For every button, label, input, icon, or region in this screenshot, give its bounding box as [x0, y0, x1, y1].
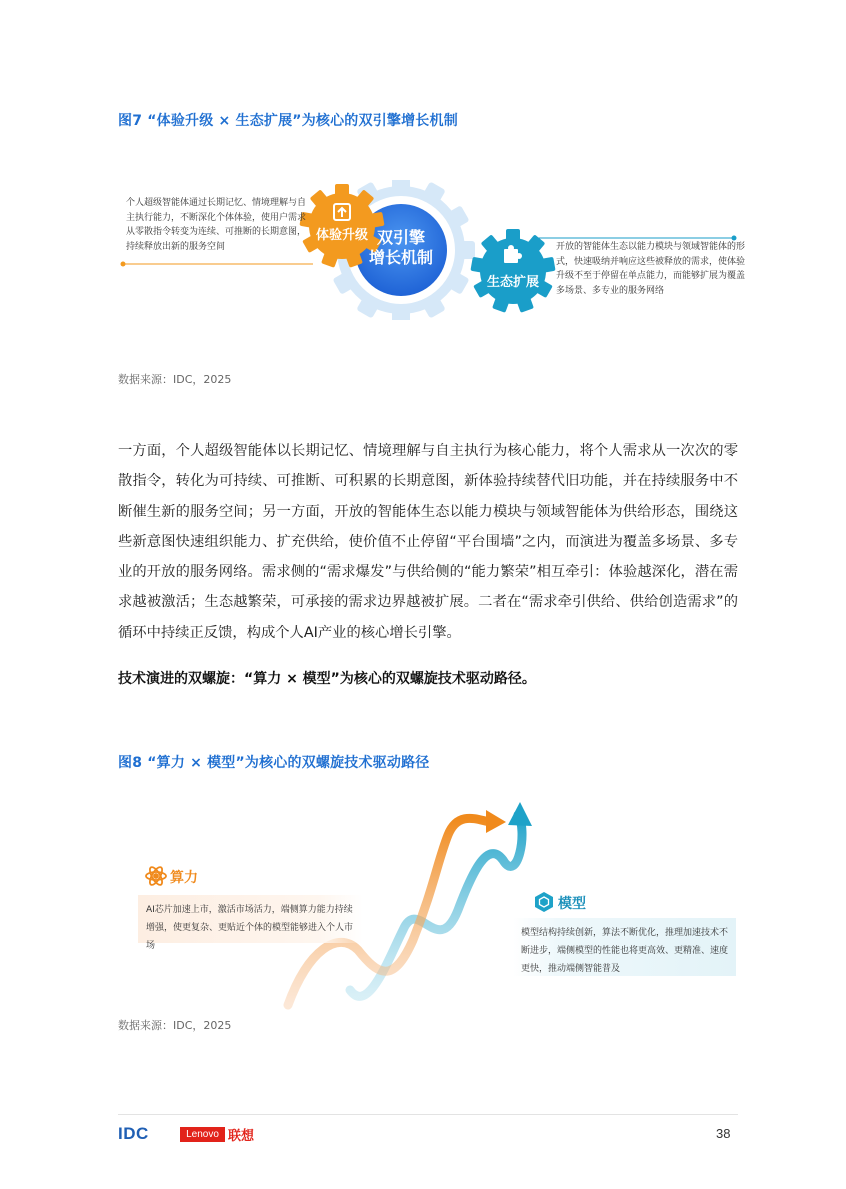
compute-description: AI芯片加速上市，激活市场活力，端侧算力能力持续增强，使更复杂、更贴近个体的模型能够进入个人市场	[138, 895, 363, 943]
compute-arrow-head	[486, 810, 506, 833]
gear-label-experience: 体验升级	[315, 228, 368, 243]
model-arrow-head	[508, 802, 532, 826]
page-number: 38	[716, 1126, 731, 1141]
section-subheading: 技术演进的双螺旋：“算力 × 模型”为核心的双螺旋技术驱动路径。	[118, 671, 536, 687]
figure8-title: 图8 “算力 × 模型”为核心的双螺旋技术驱动路径	[118, 755, 430, 771]
gear-label-center-1: 双引擎	[376, 228, 425, 247]
figure7-left-description: 个人超级智能体通过长期记忆、情境理解与自主执行能力，不断深化个体体验，使用户需求从零散指令转变为连续、可推断的长期意图，持续释放出新的服务空间	[126, 198, 307, 252]
figure8-source: 数据来源：IDC，2025	[118, 1019, 232, 1032]
left-connector-dot	[121, 262, 126, 267]
idc-logo: IDC	[118, 1124, 149, 1143]
gear-label-center-2: 增长机制	[368, 248, 433, 267]
figure7-title: 图7 “体验升级 × 生态扩展”为核心的双引擎增长机制	[118, 113, 458, 129]
figure7-right-description: 开放的智能体生态以能力模块与领域智能体的形式，快速吸纳并响应这些被释放的需求，使体验升级不至于停留在单点能力，而能够扩展为覆盖多场景、多专业的服务网络	[556, 242, 746, 296]
gear-label-ecosystem: 生态扩展	[486, 275, 539, 290]
body-paragraph: 一方面，个人超级智能体以长期记忆、情境理解与自主执行为核心能力，将个人需求从一次次的零散指令，转化为可持续、可推断、可积累的长期意图，新体验持续替代旧功能，并在持续服务中不断催生新的服务空间；另一方面，开放的智能体生态以能力模块与领域智能体为供给形态，围绕这些新意图快速组织能力、扩充供给，使价值不止停留“平台围墙”之内，而演进为覆盖多场景、多专业的开放的服务网络。需求侧的“需求爆发”与供给侧的“能力繁荣”相互牵引：体验越深化，潜在需求越被激活；生态越繁荣，可承接的需求边界越被扩展。二者在“需求牵引供给、供给创造需求”的循环中持续正反馈，构成个人AI产业的核心增长引擎。	[118, 443, 738, 641]
figure7-source: 数据来源：IDC，2025	[118, 373, 232, 386]
model-label: 模型	[558, 896, 586, 912]
figure8-diagram	[118, 800, 738, 1010]
compute-label: 算力	[170, 870, 198, 886]
hexagon-network-icon	[535, 892, 553, 912]
atom-icon	[146, 865, 166, 886]
lenovo-cn-logo: 联想	[228, 1129, 255, 1144]
footer-divider	[118, 1114, 738, 1115]
lenovo-logo: Lenovo	[180, 1127, 225, 1142]
figure7-diagram	[118, 180, 746, 320]
model-description: 模型结构持续创新，算法不断优化，推理加速技术不断进步，端侧模型的性能也将更高效、更精准、速度更快，推动端侧智能普及	[513, 918, 736, 976]
